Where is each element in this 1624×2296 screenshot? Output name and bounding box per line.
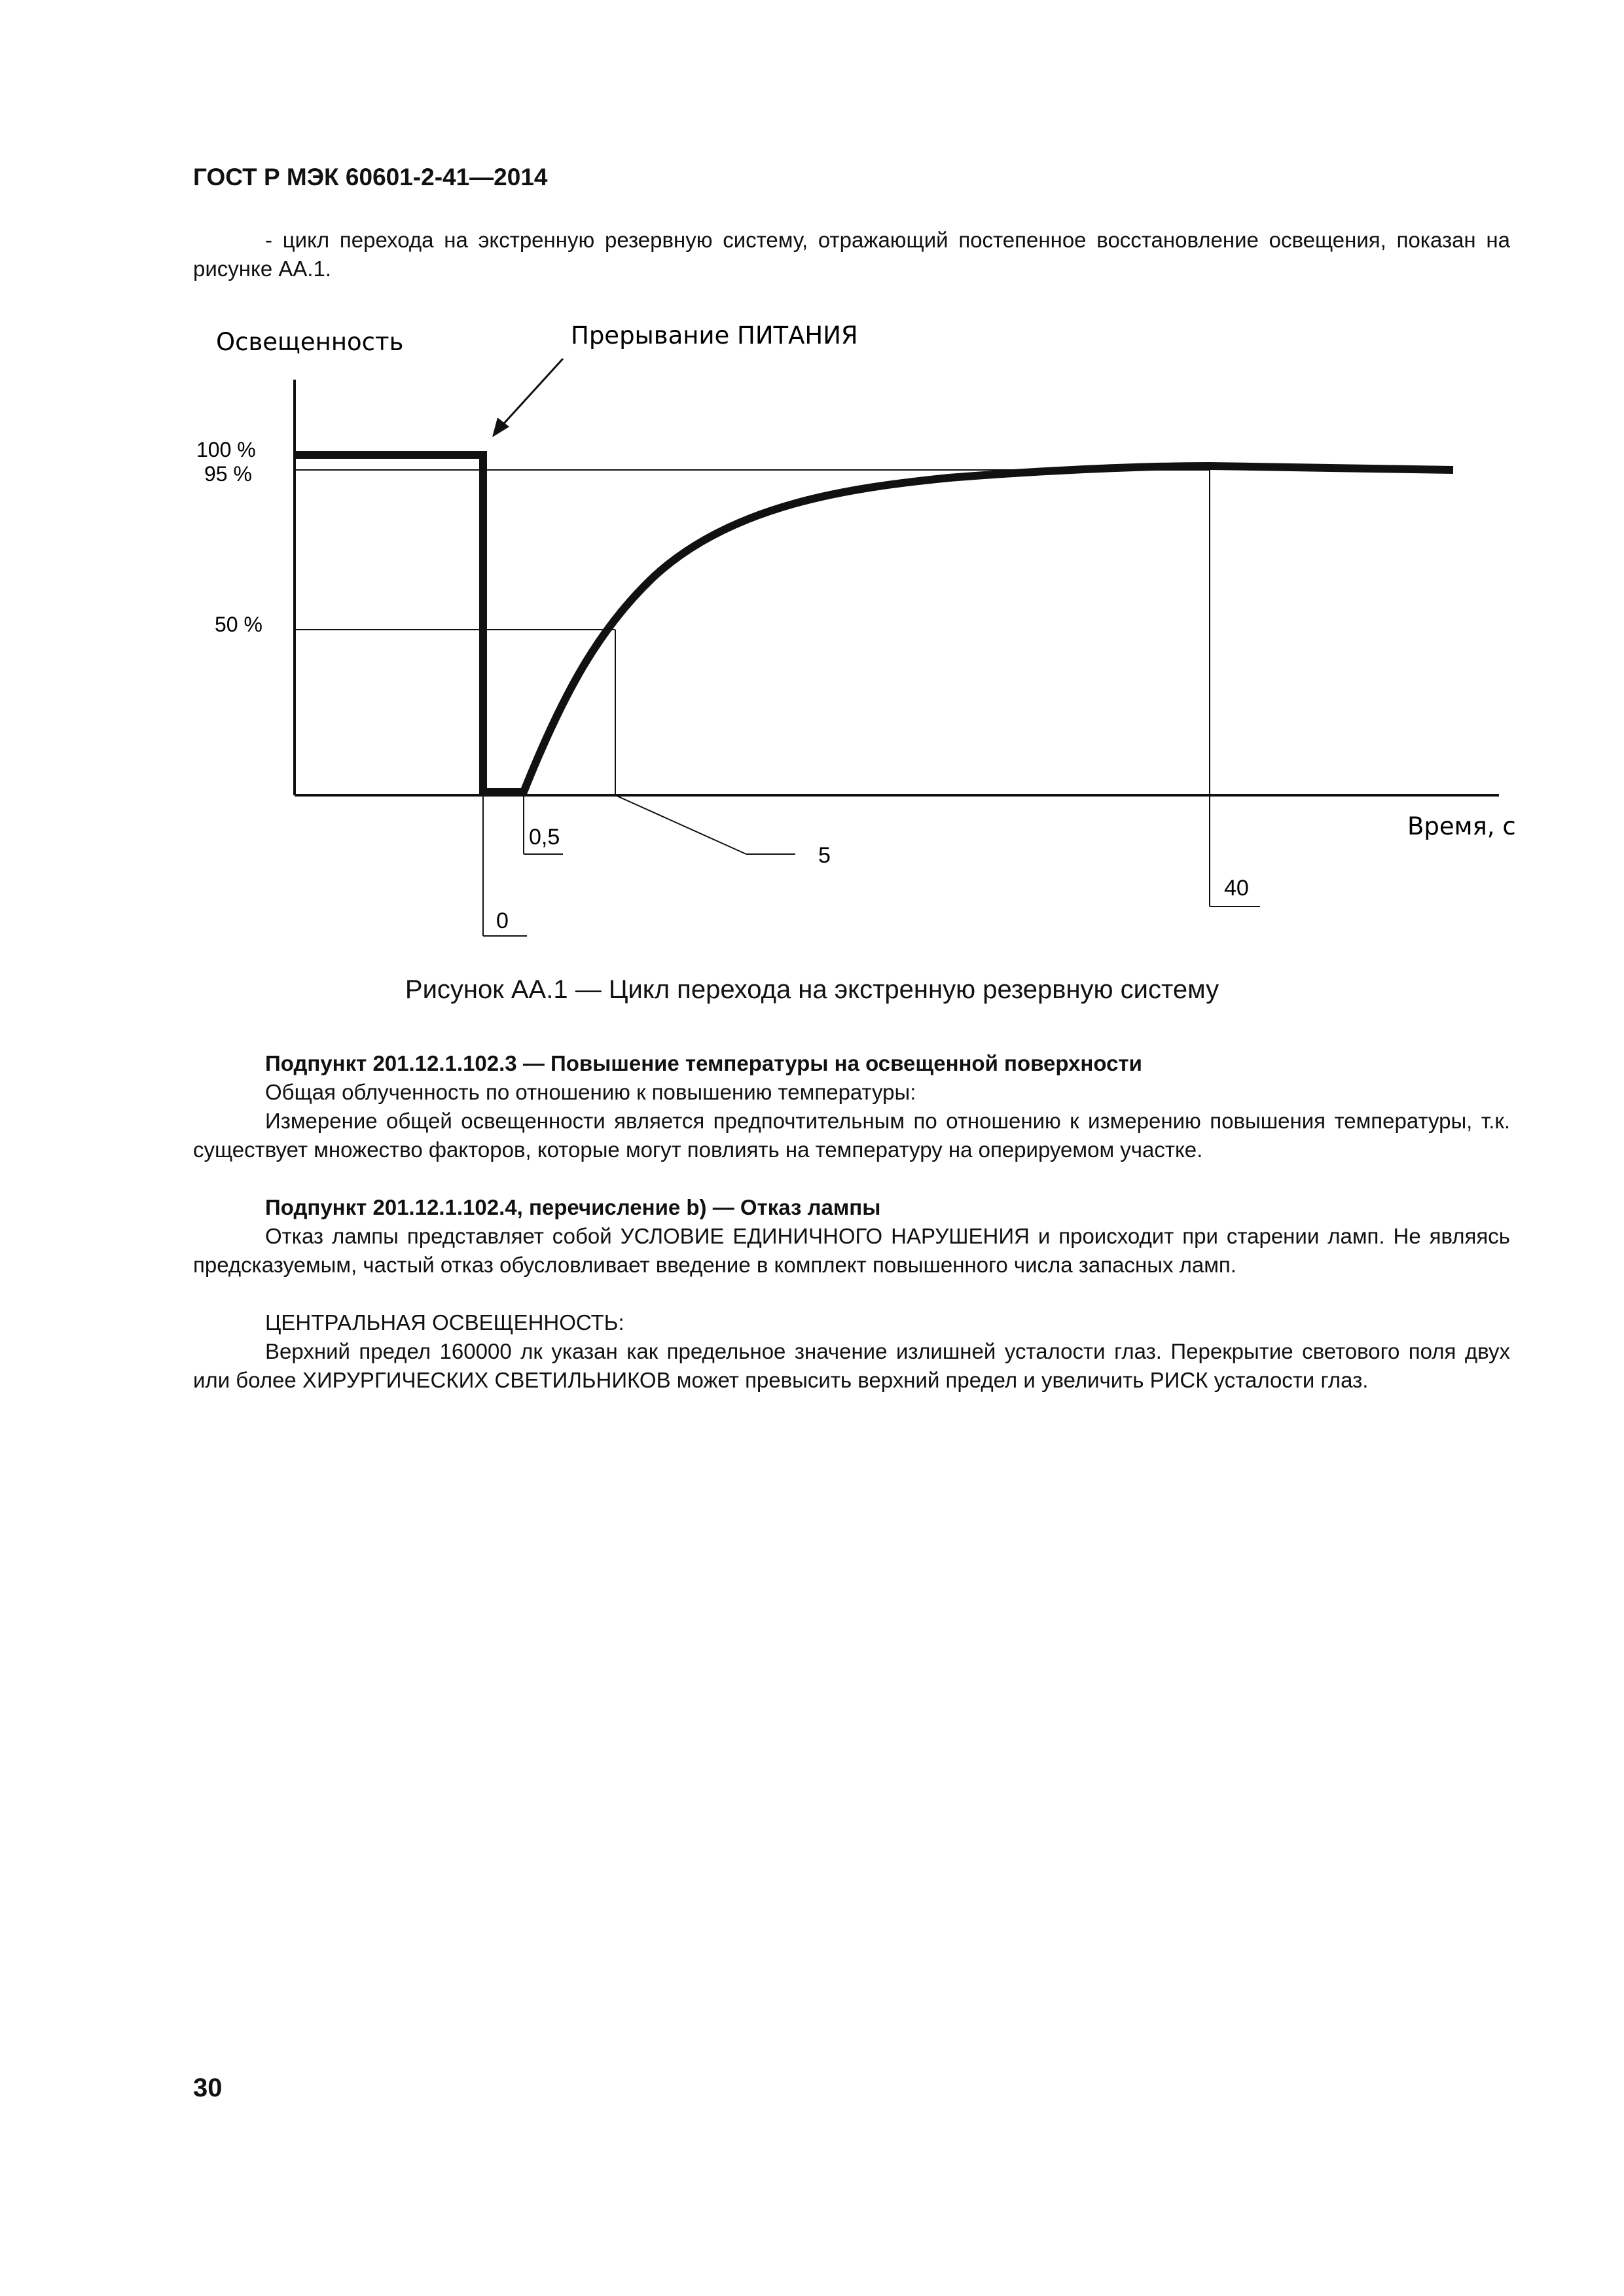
x-tick-0: 0 bbox=[496, 908, 509, 933]
t5-leader-diagonal bbox=[615, 795, 746, 854]
section-paragraph: Отказ лампы представляет собой УСЛОВИЕ ЕДИНИЧНОГО НАРУШЕНИЯ и происходит при старении ламп. Не являясь предсказуемым, частый отказ обусловливает введение в комплект повышенного числа запасных ламп. bbox=[193, 1224, 1510, 1277]
section-paragraph: Верхний предел 160000 лк указан как предельное значение излишней усталости глаз. Перекрытие светового поля двух или более ХИРУРГИЧЕСКИХ СВЕТИЛЬНИКОВ может превысить верхний предел и увеличить РИСК усталости глаз. bbox=[193, 1339, 1510, 1392]
page-number: 30 bbox=[193, 2073, 223, 2102]
intro-paragraph: - цикл перехода на экстренную резервную систему, отражающий постепенное восстановление освещения, показан на рисунке АА.1. bbox=[193, 228, 1510, 281]
illuminance-chart bbox=[0, 0, 1624, 969]
y-tick-100: 100 % bbox=[196, 438, 256, 461]
section-heading: Подпункт 201.12.1.102.3 — Повышение температуры на освещенной поверхности bbox=[265, 1051, 1142, 1075]
annotation-label: Прерывание ПИТАНИЯ bbox=[571, 321, 858, 350]
x-tick-05: 0,5 bbox=[529, 825, 560, 850]
section-heading: Подпункт 201.12.1.102.4, перечисление b) — Отказ лампы bbox=[265, 1195, 881, 1219]
figure-caption: Рисунок АА.1 — Цикл перехода на экстренную резервную систему bbox=[405, 975, 1219, 1004]
section-paragraph: Общая облученность по отношению к повышению температуры: bbox=[265, 1080, 916, 1104]
illuminance-series-line bbox=[295, 455, 1453, 792]
y-axis-label: Освещенность bbox=[216, 328, 404, 356]
x-tick-40: 40 bbox=[1224, 876, 1249, 901]
y-tick-95: 95 % bbox=[204, 462, 252, 486]
document-header: ГОСТ Р МЭК 60601-2-41—2014 bbox=[193, 164, 548, 190]
section-paragraph: ЦЕНТРАЛЬНАЯ ОСВЕЩЕННОСТЬ: bbox=[265, 1310, 624, 1335]
annotation-arrow-shaft bbox=[496, 359, 563, 432]
x-tick-5: 5 bbox=[818, 843, 831, 868]
y-tick-50: 50 % bbox=[215, 613, 262, 636]
section-paragraph: Измерение общей освещенности является предпочтительным по отношению к измерению повышения температуры, т.к. существует множество факторов, которые могут повлиять на температуру на оперируемом участке. bbox=[193, 1109, 1510, 1162]
x-axis-label: Время, с bbox=[1407, 812, 1516, 840]
